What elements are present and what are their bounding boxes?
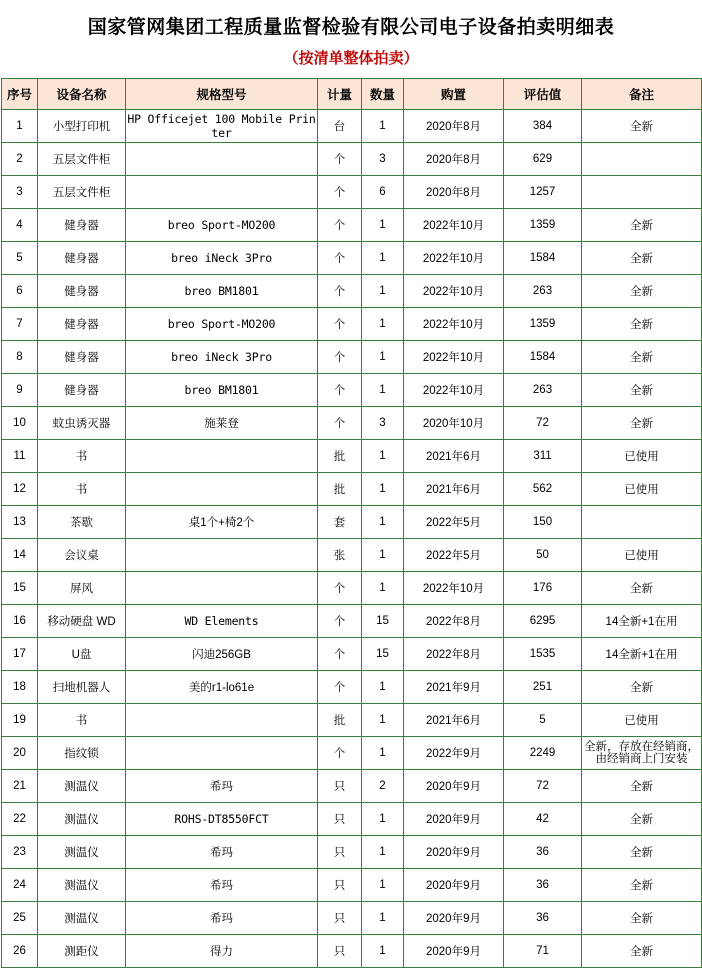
cell-qty: 1 [362, 737, 404, 770]
cell-note: 全新 [582, 836, 702, 869]
equipment-table [1, 78, 702, 968]
cell-name: 蚊虫诱灭器 [38, 407, 126, 440]
cell-value: 72 [504, 407, 582, 440]
cell-value: 1359 [504, 209, 582, 242]
cell-index: 9 [2, 374, 38, 407]
cell-qty: 1 [362, 473, 404, 506]
cell-name: 测温仪 [38, 902, 126, 935]
cell-buy: 2022年10月 [404, 572, 504, 605]
cell-buy: 2022年8月 [404, 638, 504, 671]
cell-unit: 个 [318, 209, 362, 242]
cell-name: U盘 [38, 638, 126, 671]
cell-buy: 2020年9月 [404, 770, 504, 803]
cell-buy: 2022年9月 [404, 737, 504, 770]
cell-value: 1359 [504, 308, 582, 341]
cell-name: 五层文件柜 [38, 143, 126, 176]
cell-index: 17 [2, 638, 38, 671]
cell-unit: 批 [318, 440, 362, 473]
cell-buy: 2020年10月 [404, 407, 504, 440]
table-row [2, 308, 702, 341]
cell-buy: 2020年9月 [404, 869, 504, 902]
cell-buy: 2022年5月 [404, 539, 504, 572]
cell-unit: 个 [318, 671, 362, 704]
cell-unit: 只 [318, 869, 362, 902]
cell-unit: 个 [318, 176, 362, 209]
cell-buy: 2022年10月 [404, 341, 504, 374]
cell-value: 1535 [504, 638, 582, 671]
cell-name: 健身器 [38, 242, 126, 275]
table-row [2, 803, 702, 836]
cell-name: 会议桌 [38, 539, 126, 572]
cell-index: 3 [2, 176, 38, 209]
cell-index: 18 [2, 671, 38, 704]
cell-qty: 1 [362, 902, 404, 935]
cell-name: 书 [38, 704, 126, 737]
cell-qty: 1 [362, 374, 404, 407]
cell-index: 11 [2, 440, 38, 473]
cell-value: 2249 [504, 737, 582, 770]
cell-spec: 希玛 [126, 869, 318, 902]
cell-buy: 2022年10月 [404, 308, 504, 341]
cell-qty: 1 [362, 539, 404, 572]
cell-spec: breo BM1801 [126, 374, 318, 407]
cell-spec: 希玛 [126, 770, 318, 803]
cell-name: 指纹锁 [38, 737, 126, 770]
cell-qty: 1 [362, 110, 404, 143]
cell-buy: 2020年9月 [404, 803, 504, 836]
cell-spec: HP Officejet 100 Mobile Printer [126, 110, 318, 143]
cell-name: 健身器 [38, 308, 126, 341]
cell-buy: 2021年9月 [404, 671, 504, 704]
cell-value: 36 [504, 836, 582, 869]
cell-note [582, 176, 702, 209]
table-row [2, 836, 702, 869]
cell-qty: 3 [362, 407, 404, 440]
cell-spec: 得力 [126, 935, 318, 968]
cell-unit: 张 [318, 539, 362, 572]
cell-note: 全新 [582, 407, 702, 440]
cell-value: 6295 [504, 605, 582, 638]
col-header-unit: 计量 [318, 79, 362, 110]
cell-qty: 1 [362, 671, 404, 704]
table-row [2, 209, 702, 242]
cell-note: 已使用 [582, 440, 702, 473]
table-row [2, 407, 702, 440]
cell-unit: 批 [318, 704, 362, 737]
page-title: 国家管网集团工程质量监督检验有限公司电子设备拍卖明细表 [87, 17, 615, 38]
table-row [2, 638, 702, 671]
table-row [2, 902, 702, 935]
cell-name: 茶歇 [38, 506, 126, 539]
col-header-name: 设备名称 [38, 79, 126, 110]
cell-index: 22 [2, 803, 38, 836]
cell-qty: 1 [362, 803, 404, 836]
cell-note: 全新，存放在经销商，由经销商上门安装 [582, 737, 702, 770]
table-row [2, 110, 702, 143]
table-row [2, 506, 702, 539]
cell-spec [126, 539, 318, 572]
cell-unit: 只 [318, 902, 362, 935]
cell-value: 251 [504, 671, 582, 704]
cell-value: 50 [504, 539, 582, 572]
cell-spec [126, 704, 318, 737]
cell-index: 10 [2, 407, 38, 440]
cell-name: 健身器 [38, 341, 126, 374]
cell-note [582, 506, 702, 539]
cell-unit: 个 [318, 638, 362, 671]
cell-value: 263 [504, 275, 582, 308]
cell-index: 5 [2, 242, 38, 275]
cell-note: 全新 [582, 209, 702, 242]
cell-buy: 2021年6月 [404, 704, 504, 737]
cell-note: 全新 [582, 275, 702, 308]
cell-unit: 个 [318, 308, 362, 341]
cell-value: 263 [504, 374, 582, 407]
cell-spec: breo iNeck 3Pro [126, 242, 318, 275]
cell-qty: 1 [362, 704, 404, 737]
cell-value: 176 [504, 572, 582, 605]
col-header-buy: 购置 [404, 79, 504, 110]
cell-note: 全新 [582, 110, 702, 143]
cell-value: 36 [504, 869, 582, 902]
table-row [2, 605, 702, 638]
cell-spec: 施莱登 [126, 407, 318, 440]
cell-note: 全新 [582, 572, 702, 605]
cell-index: 19 [2, 704, 38, 737]
cell-value: 1257 [504, 176, 582, 209]
cell-name: 测温仪 [38, 770, 126, 803]
cell-index: 14 [2, 539, 38, 572]
page-subtitle: （按清单整体拍卖） [283, 50, 419, 67]
cell-unit: 只 [318, 935, 362, 968]
cell-name: 移动硬盘 WD [38, 605, 126, 638]
cell-note: 全新 [582, 308, 702, 341]
cell-spec: breo Sport-MO200 [126, 308, 318, 341]
cell-index: 16 [2, 605, 38, 638]
cell-unit: 个 [318, 143, 362, 176]
cell-qty: 1 [362, 275, 404, 308]
cell-name: 书 [38, 473, 126, 506]
cell-buy: 2022年10月 [404, 374, 504, 407]
cell-unit: 只 [318, 836, 362, 869]
cell-unit: 套 [318, 506, 362, 539]
cell-qty: 1 [362, 209, 404, 242]
cell-spec: 桌1个+椅2个 [126, 506, 318, 539]
cell-spec: breo BM1801 [126, 275, 318, 308]
cell-buy: 2020年9月 [404, 902, 504, 935]
cell-note: 全新 [582, 770, 702, 803]
cell-unit: 个 [318, 275, 362, 308]
cell-value: 71 [504, 935, 582, 968]
cell-index: 7 [2, 308, 38, 341]
cell-index: 23 [2, 836, 38, 869]
cell-qty: 1 [362, 440, 404, 473]
cell-buy: 2022年10月 [404, 275, 504, 308]
table-row [2, 374, 702, 407]
table-row [2, 242, 702, 275]
col-header-spec: 规格型号 [126, 79, 318, 110]
cell-value: 562 [504, 473, 582, 506]
cell-buy: 2022年10月 [404, 242, 504, 275]
cell-name: 屏风 [38, 572, 126, 605]
cell-spec [126, 572, 318, 605]
table-row [2, 869, 702, 902]
cell-note: 全新 [582, 869, 702, 902]
cell-unit: 只 [318, 770, 362, 803]
col-header-value: 评估值 [504, 79, 582, 110]
cell-qty: 3 [362, 143, 404, 176]
cell-spec [126, 737, 318, 770]
cell-buy: 2022年10月 [404, 209, 504, 242]
cell-index: 6 [2, 275, 38, 308]
cell-index: 15 [2, 572, 38, 605]
cell-spec: 美的r1-lo61e [126, 671, 318, 704]
cell-value: 1584 [504, 242, 582, 275]
cell-name: 测温仪 [38, 869, 126, 902]
cell-name: 测距仪 [38, 935, 126, 968]
cell-value: 629 [504, 143, 582, 176]
cell-buy: 2021年6月 [404, 473, 504, 506]
cell-buy: 2020年8月 [404, 143, 504, 176]
cell-unit: 批 [318, 473, 362, 506]
cell-index: 13 [2, 506, 38, 539]
table-row [2, 737, 702, 770]
cell-value: 42 [504, 803, 582, 836]
cell-spec: 闪迪256GB [126, 638, 318, 671]
cell-note: 已使用 [582, 704, 702, 737]
cell-qty: 1 [362, 572, 404, 605]
cell-qty: 1 [362, 935, 404, 968]
table-row [2, 572, 702, 605]
cell-name: 扫地机器人 [38, 671, 126, 704]
cell-qty: 2 [362, 770, 404, 803]
table-row [2, 473, 702, 506]
cell-buy: 2022年5月 [404, 506, 504, 539]
cell-index: 25 [2, 902, 38, 935]
cell-note: 已使用 [582, 539, 702, 572]
cell-spec: 希玛 [126, 836, 318, 869]
cell-qty: 1 [362, 869, 404, 902]
cell-unit: 个 [318, 242, 362, 275]
cell-qty: 6 [362, 176, 404, 209]
cell-index: 2 [2, 143, 38, 176]
cell-spec: 希玛 [126, 902, 318, 935]
cell-note: 全新 [582, 935, 702, 968]
cell-index: 1 [2, 110, 38, 143]
cell-value: 5 [504, 704, 582, 737]
cell-note [582, 143, 702, 176]
cell-buy: 2021年6月 [404, 440, 504, 473]
cell-unit: 个 [318, 572, 362, 605]
cell-spec [126, 176, 318, 209]
cell-qty: 1 [362, 836, 404, 869]
cell-spec: breo iNeck 3Pro [126, 341, 318, 374]
cell-value: 72 [504, 770, 582, 803]
cell-index: 26 [2, 935, 38, 968]
cell-note: 全新 [582, 242, 702, 275]
col-header-note: 备注 [582, 79, 702, 110]
cell-name: 测温仪 [38, 836, 126, 869]
cell-spec [126, 440, 318, 473]
cell-value: 311 [504, 440, 582, 473]
cell-buy: 2020年9月 [404, 935, 504, 968]
cell-name: 健身器 [38, 275, 126, 308]
cell-value: 150 [504, 506, 582, 539]
table-row [2, 440, 702, 473]
cell-buy: 2020年8月 [404, 110, 504, 143]
cell-buy: 2022年8月 [404, 605, 504, 638]
cell-index: 12 [2, 473, 38, 506]
cell-spec: breo Sport-MO200 [126, 209, 318, 242]
table-row [2, 671, 702, 704]
cell-value: 384 [504, 110, 582, 143]
cell-note: 全新 [582, 374, 702, 407]
cell-value: 1584 [504, 341, 582, 374]
col-header-qty: 数量 [362, 79, 404, 110]
cell-index: 20 [2, 737, 38, 770]
cell-name: 小型打印机 [38, 110, 126, 143]
col-header-index: 序号 [2, 79, 38, 110]
cell-qty: 1 [362, 308, 404, 341]
cell-spec [126, 143, 318, 176]
cell-name: 五层文件柜 [38, 176, 126, 209]
cell-unit: 个 [318, 374, 362, 407]
cell-buy: 2020年9月 [404, 836, 504, 869]
cell-unit: 个 [318, 605, 362, 638]
cell-buy: 2020年8月 [404, 176, 504, 209]
table-header-row [2, 79, 702, 110]
cell-note: 已使用 [582, 473, 702, 506]
table-row [2, 275, 702, 308]
cell-name: 健身器 [38, 374, 126, 407]
table-row [2, 143, 702, 176]
table-row [2, 770, 702, 803]
table-row [2, 704, 702, 737]
cell-unit: 个 [318, 341, 362, 374]
cell-qty: 1 [362, 506, 404, 539]
cell-spec: ROHS-DT8550FCT [126, 803, 318, 836]
cell-unit: 个 [318, 737, 362, 770]
cell-note: 全新 [582, 341, 702, 374]
cell-note: 全新 [582, 803, 702, 836]
table-row [2, 935, 702, 968]
cell-value: 36 [504, 902, 582, 935]
cell-qty: 15 [362, 605, 404, 638]
cell-unit: 只 [318, 803, 362, 836]
cell-unit: 台 [318, 110, 362, 143]
cell-index: 4 [2, 209, 38, 242]
cell-spec [126, 473, 318, 506]
cell-note: 全新 [582, 902, 702, 935]
table-row [2, 341, 702, 374]
table-body [2, 110, 702, 968]
cell-qty: 1 [362, 341, 404, 374]
table-row [2, 539, 702, 572]
cell-index: 8 [2, 341, 38, 374]
cell-note: 14全新+1在用 [582, 605, 702, 638]
cell-qty: 1 [362, 242, 404, 275]
cell-name: 书 [38, 440, 126, 473]
cell-index: 21 [2, 770, 38, 803]
cell-unit: 个 [318, 407, 362, 440]
cell-qty: 15 [362, 638, 404, 671]
cell-spec: WD Elements [126, 605, 318, 638]
cell-index: 24 [2, 869, 38, 902]
cell-note: 全新 [582, 671, 702, 704]
cell-name: 测温仪 [38, 803, 126, 836]
table-row [2, 176, 702, 209]
cell-note: 14全新+1在用 [582, 638, 702, 671]
cell-name: 健身器 [38, 209, 126, 242]
